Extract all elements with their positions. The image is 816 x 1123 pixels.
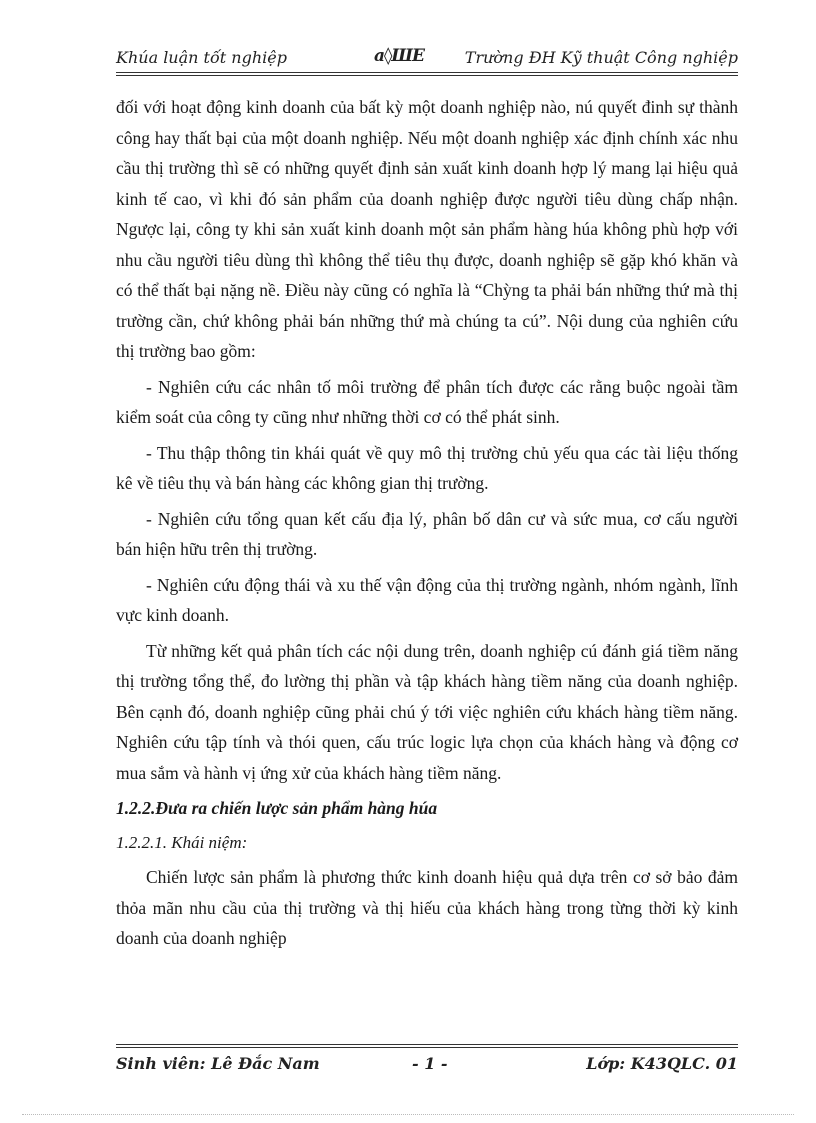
footer-rule-bottom [116,1047,738,1048]
footer-rule-top [116,1044,738,1045]
footer-class: Lớp: K43QLC. 01 [586,1054,738,1073]
page-number: - 1 - [412,1054,448,1073]
bullet-geography: - Nghiên cứu tổng quan kết cấu địa lý, phân bố dân cư và sức mua, cơ cấu người bán hiện hữu trên thị trường. [116,508,738,559]
section-heading: 1.2.2.Đưa ra chiến lược sản phẩm hàng húa [116,798,438,818]
paragraph-potential: Từ những kết quả phân tích các nội dung trên, doanh nghiệp cú đánh giá tiềm năng thị trường tổng thể, đo lường thị phần và tập khách hàng tiềm năng của doanh nghiệp. Bên cạnh đó, doanh nghiệp cũng phải chú ý tới việc nghiên cứu khách hàng tiềm năng. Nghiên cứu tập tính và thói quen, cấu trúc logic lựa chọn của khách hàng và động cơ mua sắm và hành vị ứng xử của khách hàng tiềm năng. [116,640,738,783]
header-rule-top [116,72,738,73]
header-university: Trường ĐH Kỹ thuật Công nghiệp [464,48,738,67]
subsection-heading: 1.2.2.1. Khái niệm: [116,832,248,852]
bullet-information: - Thu thập thông tin khái quát về quy mô thị trường chủ yếu qua các tài liệu thống kê về tiêu thụ và bán hàng các không gian thị trường. [116,442,738,493]
header-thesis-title: Khúa luận tốt nghiệp [116,48,287,67]
page-header [116,46,738,70]
header-ornament: a◊ШЕ [374,46,424,66]
bullet-trends: - Nghiên cứu động thái và xu thế vận động của thị trường ngành, nhóm ngành, lĩnh vực kinh doanh. [116,574,738,625]
page-edge-divider [22,1114,794,1115]
paragraph-market-research: đối với hoạt động kinh doanh của bất kỳ một doanh nghiệp nào, nú quyết đinh sự thành công hay thất bại của một doanh nghiệp. Nếu một doanh nghiệp xác định chính xác nhu cầu thị trường thì sẽ có những quyết định sản xuất kinh doanh hợp lý mang lại hiệu quả kinh tế cao, vì khi đó sản phẩm của doanh nghiệp được người tiêu dùng chấp nhận. Ngược lại, công ty khi sản xuất kinh doanh một sản phẩm hàng húa không phù hợp với nhu cầu người tiêu dùng thì không thể tiêu thụ được, doanh nghiệp sẽ gặp khó khăn và có thể thất bại nặng nề. Điều này cũng có nghĩa là “Chỳng ta phải bán những thứ mà thị trường cần, chứ không phải bán những thứ mà chúng ta cú”. Nội dung của nghiên cứu thị trường bao gồm: [116,97,738,361]
page-body [116,92,738,959]
header-rule-bottom [116,75,738,76]
footer-student: Sinh viên: Lê Đắc Nam [116,1054,320,1073]
paragraph-definition: Chiến lược sản phẩm là phương thức kinh doanh hiệu quả dựa trên cơ sở bảo đảm thỏa mãn nhu cầu của thị trường và thị hiếu của khách hàng trong từng thời kỳ kinh doanh của doanh nghiệp [116,867,738,948]
page-footer [116,1054,738,1078]
bullet-environment: - Nghiên cứu các nhân tố môi trường để phân tích được các rằng buộc ngoài tầm kiểm soát của công ty cũng như những thời cơ có thể phát sinh. [116,376,738,427]
